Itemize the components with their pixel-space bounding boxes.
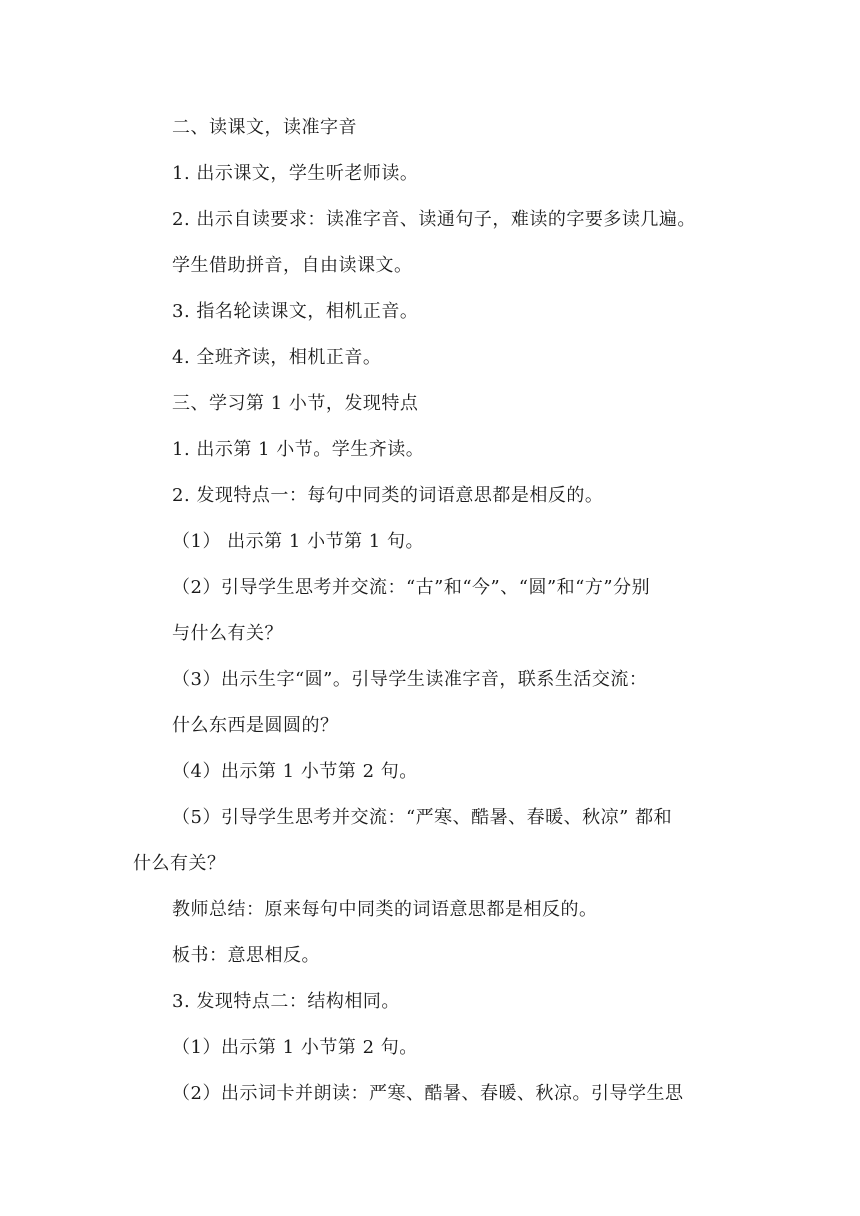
paragraph-line: （4）出示第 1 小节第 2 句。 [172,761,418,782]
paragraph-line: 什么东西是圆圆的？ [172,715,339,736]
paragraph-line: 2. 发现特点一：每句中同类的词语意思都是相反的。 [172,485,604,506]
paragraph-line: 教师总结：原来每句中同类的词语意思都是相反的。 [172,899,598,920]
paragraph-line: 2. 出示自读要求：读准字音、读通句子，难读的字要多读几遍。 [172,209,696,230]
paragraph-line: 1. 出示第 1 小节。学生齐读。 [172,439,425,460]
paragraph-line: 3. 指名轮读课文，相机正音。 [172,301,419,322]
paragraph-line: 3. 发现特点二：结构相同。 [172,991,400,1012]
paragraph-line: （1）出示第 1 小节第 2 句。 [172,1037,418,1058]
paragraph-line: （1） 出示第 1 小节第 1 句。 [172,531,424,552]
paragraph-line: 板书：意思相反。 [172,945,320,966]
paragraph-line: 4. 全班齐读，相机正音。 [172,347,382,368]
paragraph-line: （2）出示词卡并朗读：严寒、酷暑、春暖、秋凉。引导学生思 [172,1083,684,1104]
section-heading-2: 二、读课文，读准字音 [172,117,357,138]
paragraph-line: （5）引导学生思考并交流：“严寒、酷暑、春暖、秋凉” 都和 [172,807,673,828]
section-heading-3: 三、学习第 1 小节，发现特点 [172,393,419,414]
paragraph-line: （2）引导学生思考并交流：“古”和“今”、“圆”和“方”分别 [172,577,651,598]
paragraph-line: 什么有关？ [133,853,226,874]
paragraph-line: （3）出示生字“圆”。引导学生读准字音，联系生活交流： [172,669,648,690]
paragraph-line: 1. 出示课文，学生听老师读。 [172,163,419,184]
paragraph-line: 与什么有关？ [172,623,283,644]
paragraph-line: 学生借助拼音，自由读课文。 [172,255,413,276]
